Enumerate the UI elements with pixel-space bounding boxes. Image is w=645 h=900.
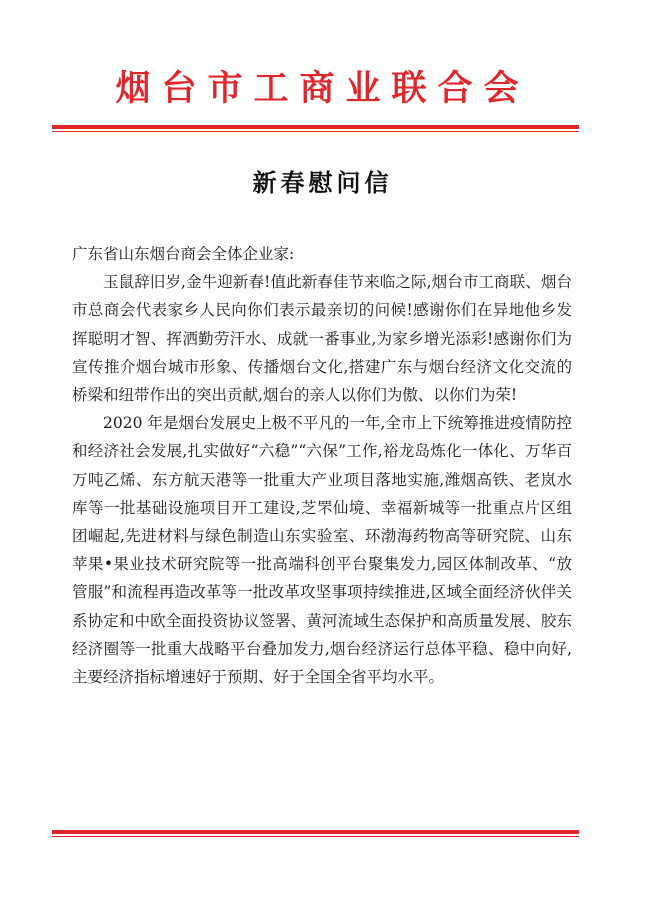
org-name-header: 烟台市工商业联合会: [115, 69, 530, 109]
header-divider-thick: [52, 125, 579, 129]
letter-body: [72, 240, 572, 691]
footer-divider: [52, 830, 579, 837]
header-divider: [52, 125, 579, 132]
footer-divider-thin: [52, 836, 579, 837]
letter-paragraph-2: 2020 年是烟台发展史上极不平凡的一年,全市上下统筹推进疫情防控和经济社会发展,扎实做好“六稳”“六保”工作,裕龙岛炼化一体化、万华百万吨乙烯、东方航天港等一批重大产业项目落地实施,潍烟高铁、老岚水库等一批基础设施项目开工建设,芝罘仙境、幸福新城等一批重点片区组团崛起,先进材料与绿色制造山东实验室、环渤海药物高等研究院、山东苹果•果业技术研究院等一批高端科创平台聚集发力,园区体制改革、“放管服”和流程再造改革等一批改革攻坚事项持续推进,区域全面经济伙伴关系协定和中欧全面投资协议签署、黄河流域生态保护和高质量发展、胶东经济圈等一批重大战略平台叠加发力,烟台经济运行总体平稳、稳中向好,主要经济指标增速好于预期、好于全国全省平均水平。: [72, 414, 572, 687]
letter-paragraph-1: 玉鼠辞旧岁,金牛迎新春!值此新春佳节来临之际,烟台市工商联、烟台市总商会代表家乡人民向你们表示最亲切的问候!感谢你们在异地他乡发挥聪明才智、挥洒勤劳汗水、成就一番事业,为家乡增光添彩!感谢你们为宣传推介烟台城市形象、传播烟台文化,搭建广东与烟台经济文化交流的桥梁和纽带作出的突出贡献,烟台的亲人以你们为傲、以你们为荣!: [72, 273, 572, 405]
letter-salutation: 广东省山东烟台商会全体企业家:: [72, 245, 295, 263]
letter-title: 新春慰问信: [252, 169, 393, 197]
header-divider-thin: [52, 131, 579, 132]
footer-divider-thick: [52, 830, 579, 834]
